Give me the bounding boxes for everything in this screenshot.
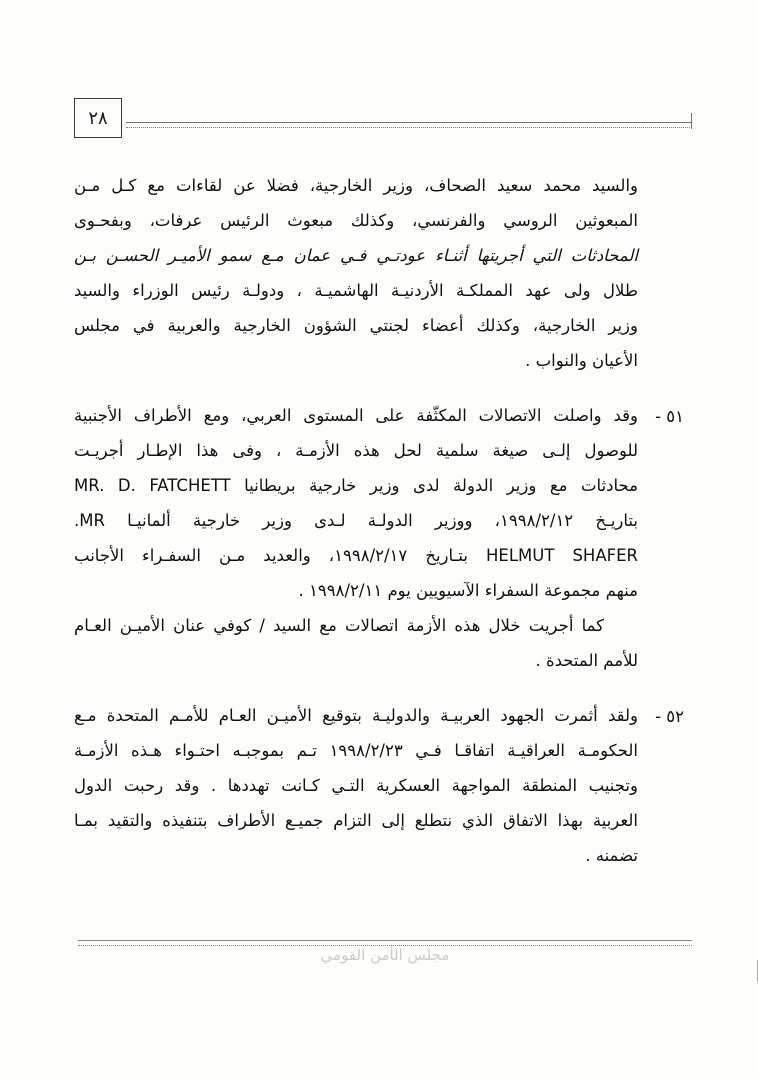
paragraph-51 [74, 398, 684, 678]
paragraph-text [74, 698, 638, 873]
page-number: ٢٨ [74, 98, 122, 138]
paragraph-marker-empty [638, 168, 684, 378]
paragraph-marker: ٥١ - [655, 407, 684, 426]
paragraph-text [74, 168, 638, 378]
page-footer [78, 940, 692, 966]
text-line: منهم مجموعة السفراء الآسيويين يوم ١٩٩٨/٢/١١ . [298, 581, 638, 600]
text-line: وقد واصلت الاتصالات المكثّفة على المستوى العربي، ومع الأطراف الأجنبية [74, 406, 638, 425]
paragraph-continuation [74, 168, 684, 378]
text-line: للوصول إلـى صيغة سلمية لحل هذه الأزمـة ، وفى هذا الإطـار أجريـت [74, 441, 638, 460]
page-header [74, 98, 692, 138]
text-line: HELMUT SHAFER بتـاريخ ١٩٩٨/٢/١٧، والعديد مـن السفـراء الأجانب [74, 546, 638, 565]
text-line: تضمنه . [585, 846, 638, 865]
text-line: الحكومـة العراقيـة اتفاقـا فـي ١٩٩٨/٢/٢٣ تـم بموجبـه احتـواء هـذه الأزمـة [74, 741, 638, 760]
text-line: وتجنيب المنطقة المواجهة العسكرية التـي كـانت تهددها . وقد رحبت الدول [74, 776, 638, 795]
text-line: بتاريـخ ١٩٩٨/٢/١٢، ووزير الدولـة لـدى وزير خارجية ألمانيـا MR. [74, 511, 638, 530]
text-line: المبعوثين الروسي والفرنسي، وكذلك مبعوث الرئيس عرفات، وبفحـوى [74, 211, 638, 230]
text-line: المحادثات التي أجريتها أثنـاء عودتـي فـي عمان مـع سمو الأميـر الحسـن بـن [74, 246, 638, 265]
text-line: محادثات مع وزير الدولة لدى وزير خارجية بريطانيا MR. D. FATCHETT [74, 476, 638, 495]
paragraph-52 [74, 698, 684, 873]
text-line: كما أجريت خلال هذه الأزمة اتصالات مع السيد / كوفي عنان الأميـن العـام [74, 616, 604, 635]
page-body [74, 168, 684, 893]
text-line: الأعيان والنواب . [525, 351, 638, 370]
text-line: للأمم المتحدة . [535, 651, 638, 670]
text-line: والسيد محمد سعيد الصحاف، وزير الخارجية، فضلا عن لقاءات مع كـل مـن [74, 176, 638, 195]
footer-watermark: مجلس الأمن القومي [320, 946, 450, 964]
paragraph-text [74, 398, 638, 678]
text-line: طلال ولى عهد المملكـة الأردنيـة الهاشميـة ، ودولـة رئيس الوزراء والسيد [74, 281, 638, 300]
paragraph-marker: ٥٢ - [655, 707, 684, 726]
text-line: ولقد أثمرت الجهود العربيـة والدوليـة بتوقيع الأميـن العـام للأمـم المتحدة مـع [74, 706, 638, 725]
header-divider [126, 122, 692, 128]
text-line: وزير الخارجية، وكذلك أعضاء لجنتي الشؤون الخارجية والعربية في مجلس [74, 316, 638, 335]
text-line: العربية بهذا الاتفاق الذي نتطلع إلى التزام جميـع الأطراف بتنفيذه والتقيد بمـا [74, 811, 638, 830]
